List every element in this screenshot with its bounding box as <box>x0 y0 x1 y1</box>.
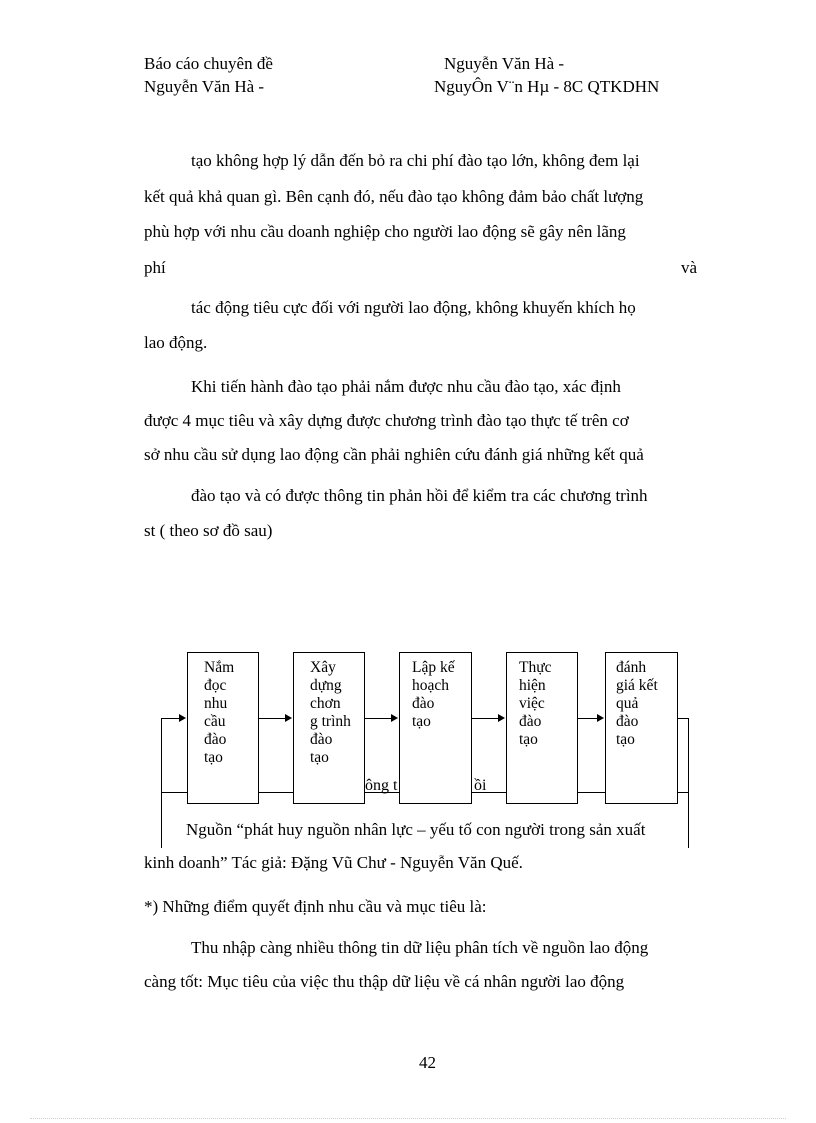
body-line: lao động. <box>144 333 208 352</box>
box-text: đánh <box>616 659 647 676</box>
arrow-icon <box>597 714 604 722</box>
body-line: Thu nhập càng nhiều thông tin dữ liệu phân tích về nguồn lao động <box>191 938 649 957</box>
box-text: đào <box>310 731 333 748</box>
header-right-2: NguyÔn V¨n Hµ - 8C QTKDHN <box>434 77 660 96</box>
body-line: tạo không hợp lý dẫn đến bỏ ra chi phí đào tạo lớn, không đem lại <box>191 151 640 170</box>
box-text: quả <box>616 695 639 712</box>
diagram-box-4 <box>506 652 578 804</box>
body-line: đào tạo và có được thông tin phản hồi để kiểm tra các chương trình <box>191 486 648 505</box>
box-text: Thực <box>519 659 552 676</box>
box-text: cầu <box>204 713 226 730</box>
box-text: đào <box>616 713 639 730</box>
connector-line <box>259 718 285 719</box>
box-text: nhu <box>204 695 228 712</box>
body-line: st ( theo sơ đồ sau) <box>144 521 273 540</box>
feedback-line-out <box>678 718 689 719</box>
box-text: chơn <box>310 695 341 712</box>
connector-line <box>365 718 391 719</box>
arrow-icon <box>179 714 186 722</box>
box-text: Lập kế <box>412 659 455 676</box>
header-left-1: Báo cáo chuyên đề <box>144 54 273 73</box>
box-text: tạo <box>412 713 431 730</box>
body-line: kết quả khả quan gì. Bên cạnh đó, nếu đào tạo không đảm bảo chất lượng <box>144 187 644 206</box>
header-right-1: Nguyễn Văn Hà - <box>444 54 565 73</box>
box-text: Nắm <box>204 659 235 676</box>
box-text: đào <box>204 731 227 748</box>
arrow-icon <box>285 714 292 722</box>
arrow-icon <box>391 714 398 722</box>
body-line: được 4 mục tiêu và xây dựng được chương trình đào tạo thực tế trên cơ <box>144 411 629 430</box>
page-number: 42 <box>419 1053 436 1072</box>
source-line: Nguồn “phát huy nguồn nhân lực – yếu tố con người trong sản xuất <box>186 820 646 839</box>
body-line: phù hợp với nhu cầu doanh nghiệp cho người lao động sẽ gây nên lãng <box>144 222 626 241</box>
body-line: Khi tiến hành đào tạo phải nắm được nhu cầu đào tạo, xác định <box>191 377 621 396</box>
box-text: g trình <box>310 713 351 730</box>
box-text: tạo <box>616 731 635 748</box>
box-text: đọc <box>204 677 227 694</box>
body-line: tác động tiêu cực đối với người lao động, không khuyến khích họ <box>191 298 636 317</box>
box-text: đào <box>519 713 542 730</box>
header-left-2: Nguyễn Văn Hà - <box>144 77 265 96</box>
diagram-box-2 <box>293 652 365 804</box>
page-border <box>30 1118 786 1119</box>
box-text: việc <box>519 695 545 712</box>
box-text: tạo <box>519 731 538 748</box>
body-line <box>144 258 697 278</box>
body-line: sở nhu cầu sử dụng lao động cần phải nghiên cứu đánh giá những kết quả <box>144 445 644 464</box>
box-text: tạo <box>204 749 223 766</box>
diagram-box-1 <box>187 652 259 804</box>
diagram-box-5 <box>605 652 678 804</box>
box-text: hiện <box>519 677 546 694</box>
box-text: đào <box>412 695 435 712</box>
feedback-label-part: ông t <box>365 777 398 794</box>
box-text: tạo <box>310 749 329 766</box>
box-text: hoạch <box>412 677 450 694</box>
connector-line <box>577 718 597 719</box>
body-word: và <box>680 258 697 277</box>
connector-line <box>471 718 498 719</box>
arrow-icon <box>498 714 505 722</box>
feedback-line-left <box>161 718 162 848</box>
source-line: kinh doanh” Tác giả: Đặng Vũ Chư - Nguyễn Văn Quế. <box>144 853 523 872</box>
box-text: giá kết <box>616 677 658 694</box>
feedback-line-in <box>161 718 179 719</box>
box-text: Xây <box>310 659 336 676</box>
box-text: dựng <box>310 677 342 694</box>
body-word: phí <box>144 258 166 277</box>
feedback-label-part: ồi <box>474 777 487 794</box>
diagram-box-3 <box>399 652 472 804</box>
feedback-line-right <box>688 718 689 848</box>
body-line: càng tốt: Mục tiêu của việc thu thập dữ liệu về cá nhân người lao động <box>144 972 625 991</box>
bullet-heading: *) Những điểm quyết định nhu cầu và mục tiêu là: <box>144 897 487 916</box>
